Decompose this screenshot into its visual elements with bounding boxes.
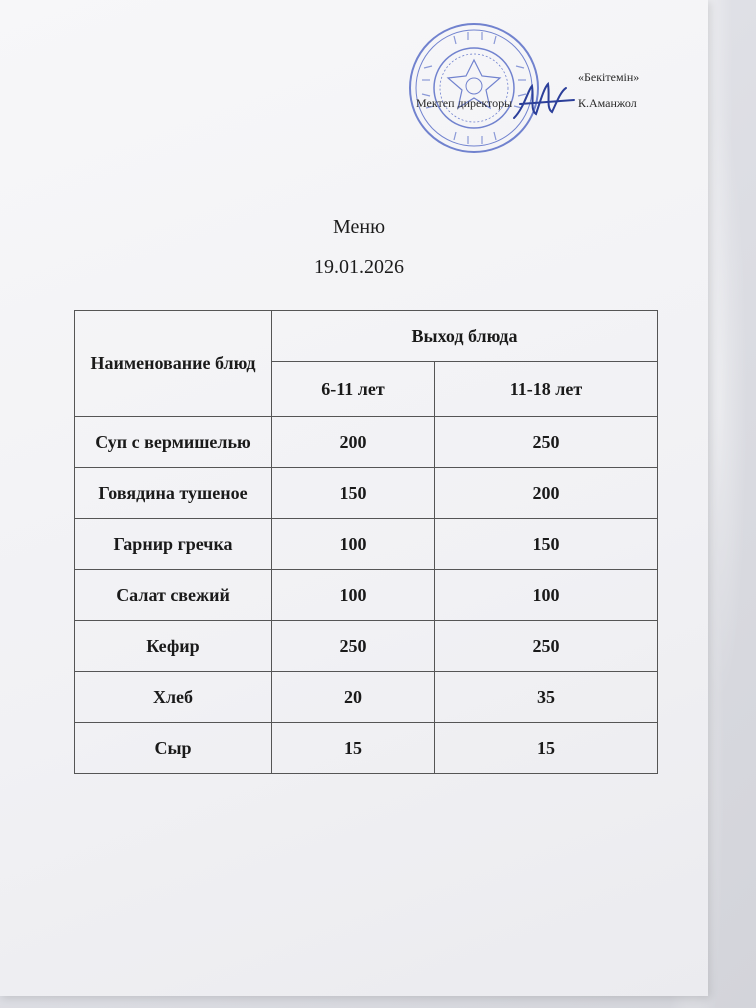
portion-6-11: 15: [272, 723, 435, 774]
dish-name: Говядина тушеное: [75, 468, 272, 519]
table-row: [75, 570, 658, 621]
table-row: [75, 519, 658, 570]
table-row: [75, 468, 658, 519]
director-label: Мектеп директоры: [416, 96, 513, 110]
dish-name: Сыр: [75, 723, 272, 774]
document-date: 19.01.2026: [314, 256, 404, 278]
column-header-age-11-18: 11-18 лет: [435, 362, 658, 417]
portion-6-11: 100: [272, 570, 435, 621]
portion-11-18: 15: [435, 723, 658, 774]
portion-6-11: 250: [272, 621, 435, 672]
portion-11-18: 100: [435, 570, 658, 621]
approve-label: «Бекітемін»: [578, 70, 640, 84]
portion-11-18: 200: [435, 468, 658, 519]
dish-name: Гарнир гречка: [75, 519, 272, 570]
portion-6-11: 100: [272, 519, 435, 570]
approval-block: [400, 18, 660, 148]
portion-11-18: 150: [435, 519, 658, 570]
portion-11-18: 35: [435, 672, 658, 723]
document-title: Меню: [332, 216, 386, 238]
table-row: [75, 417, 658, 468]
portion-6-11: 20: [272, 672, 435, 723]
column-header-output: Выход блюда: [272, 311, 658, 362]
column-header-age-6-11: 6-11 лет: [272, 362, 435, 417]
portion-6-11: 150: [272, 468, 435, 519]
table-row: [75, 672, 658, 723]
dish-name: Хлеб: [75, 672, 272, 723]
table-row: [75, 621, 658, 672]
director-name: К.Аманжол: [578, 96, 637, 110]
column-header-dish-name: Наименование блюд: [75, 311, 272, 417]
dish-name: Кефир: [75, 621, 272, 672]
dish-name: Салат свежий: [75, 570, 272, 621]
table-header-row: [75, 311, 658, 362]
portion-11-18: 250: [435, 621, 658, 672]
portion-6-11: 200: [272, 417, 435, 468]
menu-table: [74, 310, 658, 774]
portion-11-18: 250: [435, 417, 658, 468]
signature-icon: [510, 78, 580, 124]
dish-name: Суп с вермишелью: [75, 417, 272, 468]
table-row: [75, 723, 658, 774]
